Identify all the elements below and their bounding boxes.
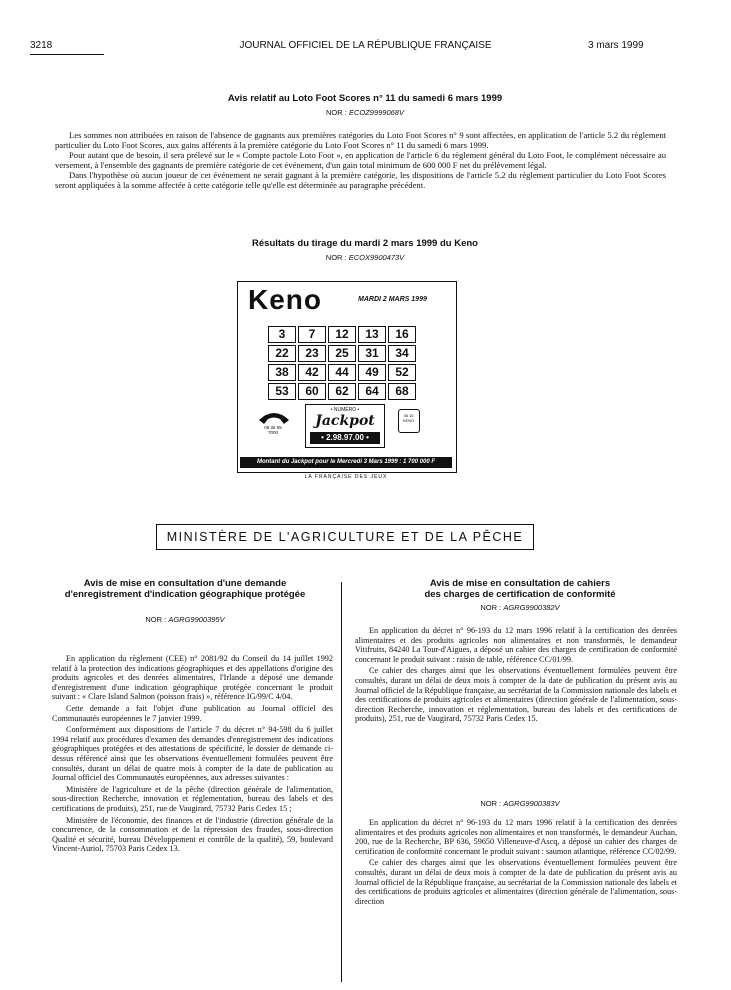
ministry-heading: MINISTÈRE DE L'AGRICULTURE ET DE LA PÊCHE: [156, 524, 534, 550]
jackpot-top: • NUMÉRO •: [330, 407, 360, 413]
left-nor: NOR : AGRG9900395V: [145, 615, 225, 624]
keno-title: Résultats du tirage du mardi 2 mars 1999 du Keno: [252, 238, 478, 249]
keno-number: 60: [298, 383, 326, 400]
right-nor-1: NOR : AGRG9900382V: [480, 603, 560, 612]
paragraph: Pour autant que de besoin, il sera prélevé sur le « Compte pactole Loto Foot », en application de l'article 6 du règlement général du Loto Foot, le complément nécessaire au versement, à l'ensemble des gagnants de première catégorie de cet événement, d'un gain total minimum de 600 000 F net du prélèvement légal.: [55, 150, 666, 170]
paragraph: Ministère de l'économie, des finances et de l'industrie (direction générale de la concurrence, de la consommation et de la répression des fraudes, sous-direction Qualité et sécurité, bureau Développement et contrôle de la qualité), 59, boulevard Vincent-Auriol, 75703 Paris Cedex 13.: [52, 815, 333, 854]
left-body: [52, 654, 333, 856]
keno-number: 34: [388, 345, 416, 362]
paragraph: En application du règlement (CEE) n° 2081/92 du Conseil du 14 juillet 1992 relatif à la protection des indications géographiques et des appellations d'origine des produits agricoles et des denrées alimentaires, l'Irlande a déposé une demande d'enregistrement d'une indication géographique protégée concernant le produit suivant : « Clare Island Salmon (poisson frais) », référence IG/99/C 4/04.: [52, 654, 333, 702]
loto-nor: NOR : ECOZ9999068V: [326, 108, 404, 117]
column-divider: [341, 582, 342, 982]
loto-title: Avis relatif au Loto Foot Scores n° 11 du samedi 6 mars 1999: [227, 93, 503, 104]
right-body-1: [355, 626, 677, 726]
keno-number: 16: [388, 326, 416, 343]
keno-number: 42: [298, 364, 326, 381]
paragraph: Conformément aux dispositions de l'article 7 du décret n° 94-598 du 6 juillet 1994 relatif aux procédures d'examen des demandes d'enregistrement des indications géographiques protégées et des attestations de spécificité, le dossier de demande ci-dessus référencé ainsi que les observations éventuellement formulées peuvent être consultés, durant un délai de quatre mois à compter de la date de publication au Journal officiel des Communautés européennes, aux adresses suivantes :: [52, 725, 333, 783]
keno-number: 22: [268, 345, 296, 362]
keno-number: 13: [358, 326, 386, 343]
header-rule: [30, 54, 104, 55]
paragraph: En application du décret n° 96-193 du 12 mars 1996 relatif à la certification des denrées alimentaires et des produits agricoles non alimentaires et non transformés, le demandeur Auchan, 200, rue de la Recherche, BP 636, 59650 Villeneuve-d'Ascq, a déposé un cahier des charges de certification de conformité concernant le produit suivant : saumon atlantique, référence CC/02/99.: [355, 818, 677, 856]
paragraph: Cette demande a fait l'objet d'une publication au Journal officiel des Communautés européennes le 7 janvier 1999.: [52, 703, 333, 723]
fdj-footer: LA FRANÇAISE DES JEUX: [304, 474, 388, 480]
loto-body: [55, 130, 666, 190]
keno-number: 25: [328, 345, 356, 362]
left-title-line-1: Avis de mise en consultation d'une demande: [83, 578, 287, 589]
paragraph: Ce cahier des charges ainsi que les observations éventuellement formulées peuvent être consultés, durant un délai de deux mois à compter de la date de publication du présent avis au Journal officiel de la République française, au secrétariat de la Commission nationale des labels et des certifications de produits agricoles et alimentaires (direction générale de l'alimentation, sous-direction: [355, 858, 677, 906]
keno-number: 12: [328, 326, 356, 343]
keno-number: 62: [328, 383, 356, 400]
keno-number: 52: [388, 364, 416, 381]
keno-number: 64: [358, 383, 386, 400]
jackpot-amount-band: Montant du Jackpot pour le Mercredi 3 Mars 1999 : 1 700 000 F: [240, 457, 452, 468]
keno-number: 3: [268, 326, 296, 343]
keno-number: 44: [328, 364, 356, 381]
minitel-label: 36 15 KENO: [402, 413, 415, 423]
journal-title: JOURNAL OFFICIEL DE LA RÉPUBLIQUE FRANÇAISE: [239, 40, 492, 51]
draw-date: MARDI 2 MARS 1999: [358, 296, 427, 303]
keno-number: 31: [358, 345, 386, 362]
header-date: 3 mars 1999: [588, 40, 644, 51]
left-title-line-2: d'enregistrement d'indication géographique protégée: [64, 589, 306, 600]
keno-number: 23: [298, 345, 326, 362]
right-title-line-2: des charges de certification de conformité: [424, 589, 616, 600]
keno-logo: Keno: [248, 284, 322, 315]
keno-nor: NOR : ECOX9900473V: [325, 253, 405, 262]
keno-number: 68: [388, 383, 416, 400]
paragraph: Dans l'hypothèse où aucun joueur de cet événement ne serait gagnant à la première catégorie, les dispositions de l'article 5.2 du règlement particulier du Loto Foot Scores seront appliquées à la somme affectée à cette catégorie telle qu'elle est déterminée au paragraphe précédent.: [55, 170, 666, 190]
phone-number: 08 36 65 7000: [264, 425, 282, 435]
keno-number: 49: [358, 364, 386, 381]
paragraph: Ce cahier des charges ainsi que les observations éventuellement formulées peuvent être consultés, durant un délai de deux mois à compter de la date de publication du présent avis au Journal officiel de la République française, au secrétariat de la Commission nationale des labels et des certifications de produits agricoles et alimentaires (direction générale de l'alimentation, sous-direction Recherche, innovation et réglementation, bureau des labels et des certifications de produits), 251, rue de Vaugirard, 75732 Paris Cedex 15.: [355, 666, 677, 724]
keno-number: 7: [298, 326, 326, 343]
jackpot-box: [305, 404, 385, 448]
jackpot-word: Jackpot: [315, 413, 375, 429]
right-title-line-1: Avis de mise en consultation de cahiers: [429, 578, 611, 589]
paragraph: En application du décret n° 96-193 du 12 mars 1996 relatif à la certification des denrées alimentaires et des produits agricoles non alimentaires et non transformés, le demandeur Vitifruits, 84240 La Tour-d'Aigues, a déposé un cahier des charges de certification de conformité concernant le produit suivant : raisin de table, référence CC/01/99.: [355, 626, 677, 664]
paragraph: Ministère de l'agriculture et de la pêche (direction générale de l'alimentation, sous-direction Recherche, innovation et réglementation, bureau des labels et des certifications de produits), 251, rue de Vaugirard, 75732 Paris Cedex 15 ;: [52, 784, 333, 813]
keno-number: 53: [268, 383, 296, 400]
right-nor-2: NOR : AGRG9900383V: [480, 799, 560, 808]
keno-number: 38: [268, 364, 296, 381]
jackpot-number: • 2.98.97.00 •: [310, 432, 380, 444]
paragraph: Les sommes non attribuées en raison de l'absence de gagnants aux premières catégories du Loto Foot Scores n° 9 sont affectées, en application de l'article 5.2 du règlement particulier du Loto Foot Scores, aux gains afférents à la première catégorie du Loto Foot Scores n° 11 du samedi 6 mars 1999.: [55, 130, 666, 150]
page-number: 3218: [30, 40, 53, 51]
right-body-2: [355, 818, 677, 908]
keno-results-panel: [237, 281, 457, 473]
